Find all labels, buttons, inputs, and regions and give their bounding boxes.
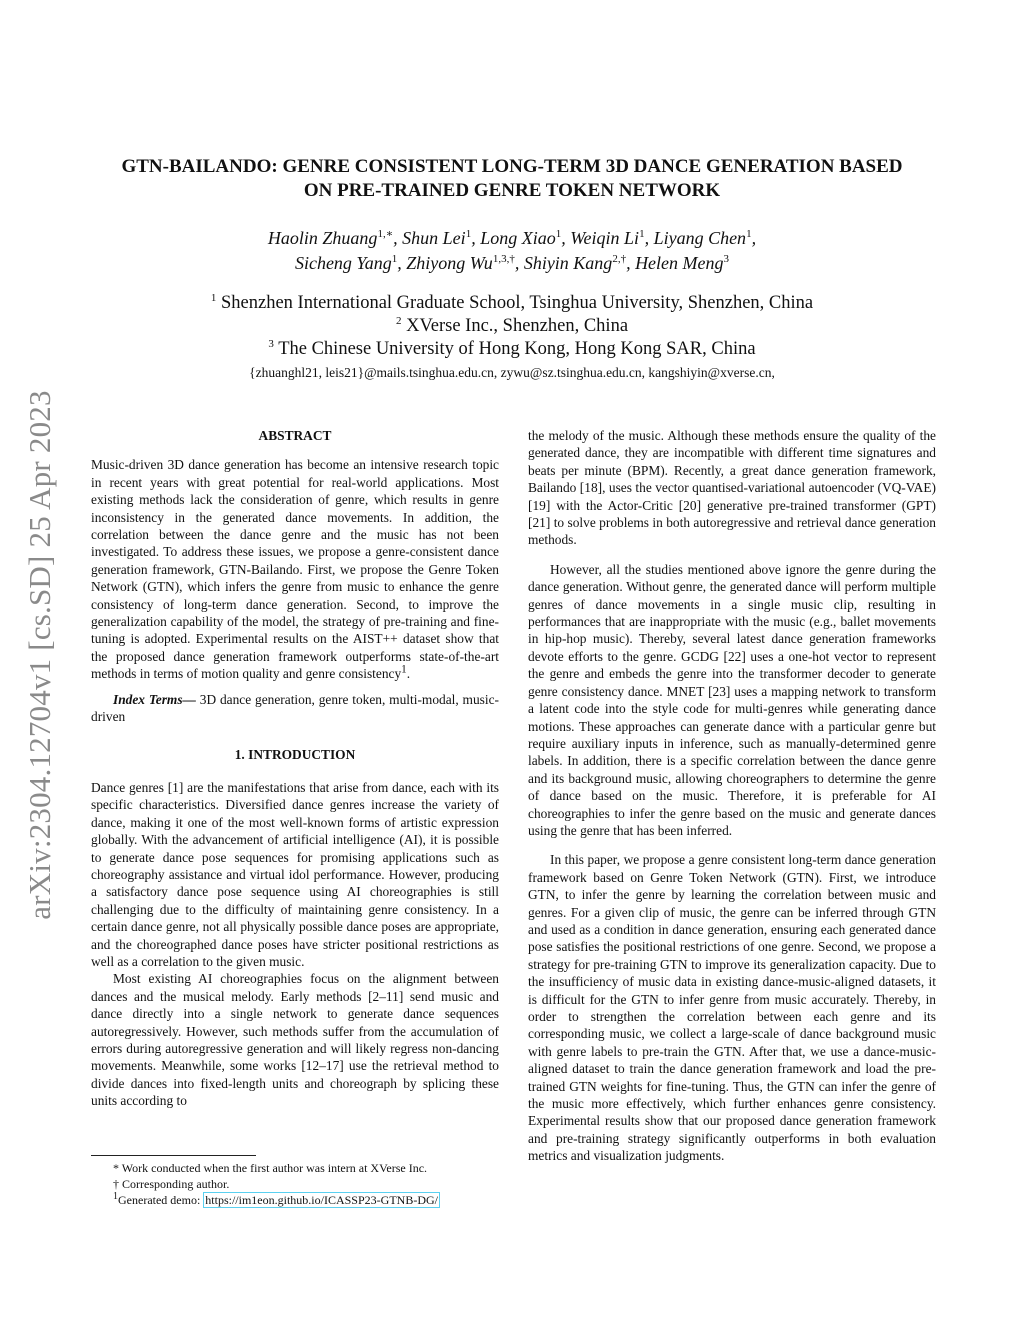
- abstract-heading: ABSTRACT: [258, 428, 332, 443]
- index-terms-text: 3D dance generation, genre token, multi-modal, music-driven: [91, 691, 499, 725]
- author-name: Liyang Chen: [653, 228, 747, 248]
- footnote-demo-mark: 1: [113, 1191, 118, 1202]
- affiliation-line: [90, 292, 934, 315]
- author-sup: 1: [391, 253, 398, 265]
- author-line-1: Haolin Zhuang$^{1,∗}$, Shun Lei$^1$, Long Xiao$^1$, Weiqin Li$^1$, Liyang Chen$^1$,: [267, 228, 757, 248]
- abstract-text: Music-driven 3D dance generation has become an intensive research topic in recent years with great potential for real-world applications. Most existing methods lack the consideration of genre, which results in genre inconsistency in the generated dance movements. In addition, the correlation between the dance genre and the music has not been investigated. To address these issues, we propose a genre-consistent dance generation framework, GTN-Bailando. First, we propose the Genre Token Network (GTN), which infers the genre from music to enhance the genre consistency of long-term dance generation. Second, to improve the generalization capability of the model, the strategy of pre-training and fine-tuning is adopted. Experimental results on the AIST++ dataset show that the proposed dance generation framework outperforms state-of-the-art methods in terms of motion quality and genre consistency: [91, 457, 499, 682]
- right-paragraph-2: However, all the studies mentioned above ignore the genre during the dance generation. Without genre, the generated dance will perform multiple genres of dance movements in a single music clip, resulting in performances that are inappropriate with the music (e.g., ballet movements in hip-hop music). Thereby, several latest dance generation frameworks devote efforts to the genre. GCDG [22] uses a one-hot vector to represent the genre and embeds the genre into the transformer decoder to generate genre consistency dance. MNET [23] uses a mapping network to transform a latent code into the style code for multi-genres while generating dance motions. These approaches can generate dance with a particular genre but require auxiliary inputs in inference, such as manually-determined genre labels. In addition, there is a specific correlation between the dance genre and its background music, allowing choreographers to determine the genre of dance based on the music. Therefore, it is preferable for AI choreographies to infer the genre based on the music and generate dances using the genre that has been inferred.: [528, 561, 936, 838]
- author-list: [90, 226, 934, 276]
- footnote-demo: [91, 1192, 511, 1208]
- right-paragraph-1: the melody of the music. Although these methods ensure the quality of the generated dance, they are incompatible with different time signatures and beats per minute (BPM). Recently, a great dance generation framework, Bailando [18], uses the vector quantised-variational autoencoder (VQ-VAE) [19] with the Actor-Critic [20] generative pre-trained transformer (GPT) [21] to solve problems in both autoregressive and retrieval dance generation methods.: [528, 428, 936, 548]
- arxiv-stamp: [10, 360, 70, 950]
- footnote-star: * Work conducted when the first author was intern at XVerse Inc.: [113, 1161, 428, 1175]
- abstract-body: Music-driven 3D dance generation has become an intensive research topic in recent years with great potential for real-world applications. Most existing methods lack the consideration of genre, which results in genre inconsistency in the generated dance movements. In addition, the correlation between the dance genre and the music has not been investigated. To address these issues, we propose a genre-consistent dance generation framework, GTN-Bailando. First, we propose the Genre Token Network (GTN), which infers the genre from music to enhance the genre consistency of long-term dance generation. Second, to improve the generalization capability of the model, the strategy of pre-training and fine-tuning is adopted. Experimental results on the AIST++ dataset show that the proposed dance generation framework outperforms state-of-the-art methods in terms of motion quality and genre consistency$^1$.: [91, 457, 499, 682]
- index-terms-label: Index Terms—: [113, 691, 196, 707]
- title-line-1: GTN-BAILANDO: GENRE CONSISTENT LONG-TERM 3D DANCE GENERATION BASED: [121, 156, 903, 177]
- affiliation-sup: 3: [268, 337, 274, 350]
- title-line-2: ON PRE-TRAINED GENRE TOKEN NETWORK: [303, 180, 721, 201]
- author-sup: 1: [639, 228, 645, 240]
- author-sup: 2,†: [612, 253, 627, 265]
- author-sup: 1: [465, 228, 472, 240]
- author-name: Shun Lei: [402, 228, 466, 248]
- author-sup: 1: [746, 228, 752, 240]
- footnotes: [91, 1155, 511, 1208]
- author-sup: 1,∗: [377, 228, 394, 240]
- index-terms: [91, 691, 499, 726]
- intro-heading: 1. INTRODUCTION: [234, 746, 356, 762]
- author-sup: 1,3,†: [492, 253, 515, 265]
- author-name: Sicheng Yang: [294, 253, 392, 273]
- right-paragraph-3: In this paper, we propose a genre consistent long-term dance generation framework based on Genre Token Network (GTN). First, we introduce GTN, to infer the genre by learning the correlation between music and genres. For a given clip of music, the genre can be inferred through GTN and used as a condition in dance generation, ensuring each generated dance pose satisfies the positional restrictions of one genre. Second, we propose a strategy for pre-training GTN to improve its generalization capacity. Due to the insufficiency of music data in existing dance-music-aligned datasets, it is difficult for the GTN to infer genre from music accurately. Thereby, in order to strengthen the correlation between each genre and its corresponding music, we collect a large-scale of dance background music with genre labels to pre-train the GTN. After that, we use a dance-music-aligned dataset to train the dance generation framework and load the pre-trained GTN weights for fine-tuning. Thus, the GTN can infer the genre of the music more effectively, which further enhances genre consistency. Experimental results show that our proposed dance generation framework and pre-training strategy significantly outperforms in both evaluation metrics and visualization judgments.: [528, 852, 936, 1164]
- affiliation-text: XVerse Inc., Shenzhen, China: [406, 316, 629, 336]
- affiliation-list: [90, 292, 934, 361]
- author-name: Shiyin Kang: [523, 253, 613, 273]
- affiliation-line: [90, 338, 934, 361]
- affiliation-text: The Chinese University of Hong Kong, Hong Kong SAR, China: [278, 339, 756, 359]
- footnote-demo-text: Generated demo:: [118, 1193, 204, 1207]
- affiliation-line: [90, 315, 934, 338]
- affiliation-sup: 1: [210, 291, 217, 304]
- intro-paragraph-2: Most existing AI choreographies focus on the alignment between dances and the musical melody. Early methods [2–11] send music and dance directly into a single network to generate dance sequences autoregressively. However, such methods suffer from the accumulation of errors during autoregressive generation and will likely regress non-dancing movements. Meanwhile, some works [12–17] use the retrieval method to divide dances into fixed-length units and choreograph by splicing these units according to: [91, 971, 499, 1109]
- demo-link[interactable]: https://im1eon.github.io/ICASSP23-GTNB-DG/: [205, 1193, 438, 1207]
- right-column: [528, 427, 936, 1165]
- author-name: Weiqin Li: [570, 228, 640, 248]
- author-sup: 3: [723, 253, 730, 265]
- left-column: [91, 427, 499, 1110]
- author-name: Helen Meng: [635, 253, 724, 273]
- author-line-2: Sicheng Yang$^1$, Zhiyong $Wu^{1,3,\dagger}$, Shiyin Kang$^{2,\dagger}$, Helen Meng$^3$: [294, 253, 730, 273]
- paper-title: [90, 155, 934, 203]
- intro-paragraph-1: Dance genres [1] are the manifestations that arise from dance, each with its specific characteristics. Diversified dance genres increase the variety of dance, making it one of the most well-known forms of artistic expression globally. With the advancement of artificial intelligence (AI), it is possible to generate dance pose sequences for promising applications such as choreography assistance and virtual idol performance. However, producing a satisfactory dance pose sequence using AI choreographies is still challenging due to the difficulty of maintaining genre consistency. In a certain dance genre, not all physically possible dance poses are appropriate, and the choreographed dance poses have stricter positional restrictions as well as a correlation to the given music.: [91, 779, 499, 969]
- author-sup: 1: [555, 228, 562, 240]
- footnote-dagger: † Corresponding author.: [113, 1177, 230, 1191]
- arxiv-stamp-text: arXiv:2304.12704v1 [cs.SD] 25 Apr 2023: [22, 390, 57, 920]
- author-name: Zhiyong Wu: [406, 253, 493, 273]
- footnote-rule: [91, 1155, 256, 1156]
- author-emails: {zhuanghl21, leis21}@mails.tsinghua.edu.cn, zywu@sz.tsinghua.edu.cn, kangshiyin@xverse.cn,: [249, 365, 775, 380]
- affiliation-text: Shenzhen International Graduate School, Tsinghua University, Shenzhen, China: [221, 293, 814, 313]
- author-name: Long Xiao: [480, 228, 556, 248]
- author-name: Haolin Zhuang: [267, 228, 378, 248]
- abstract-footnote-mark[interactable]: 1: [401, 663, 407, 676]
- affiliation-sup: 2: [395, 314, 402, 327]
